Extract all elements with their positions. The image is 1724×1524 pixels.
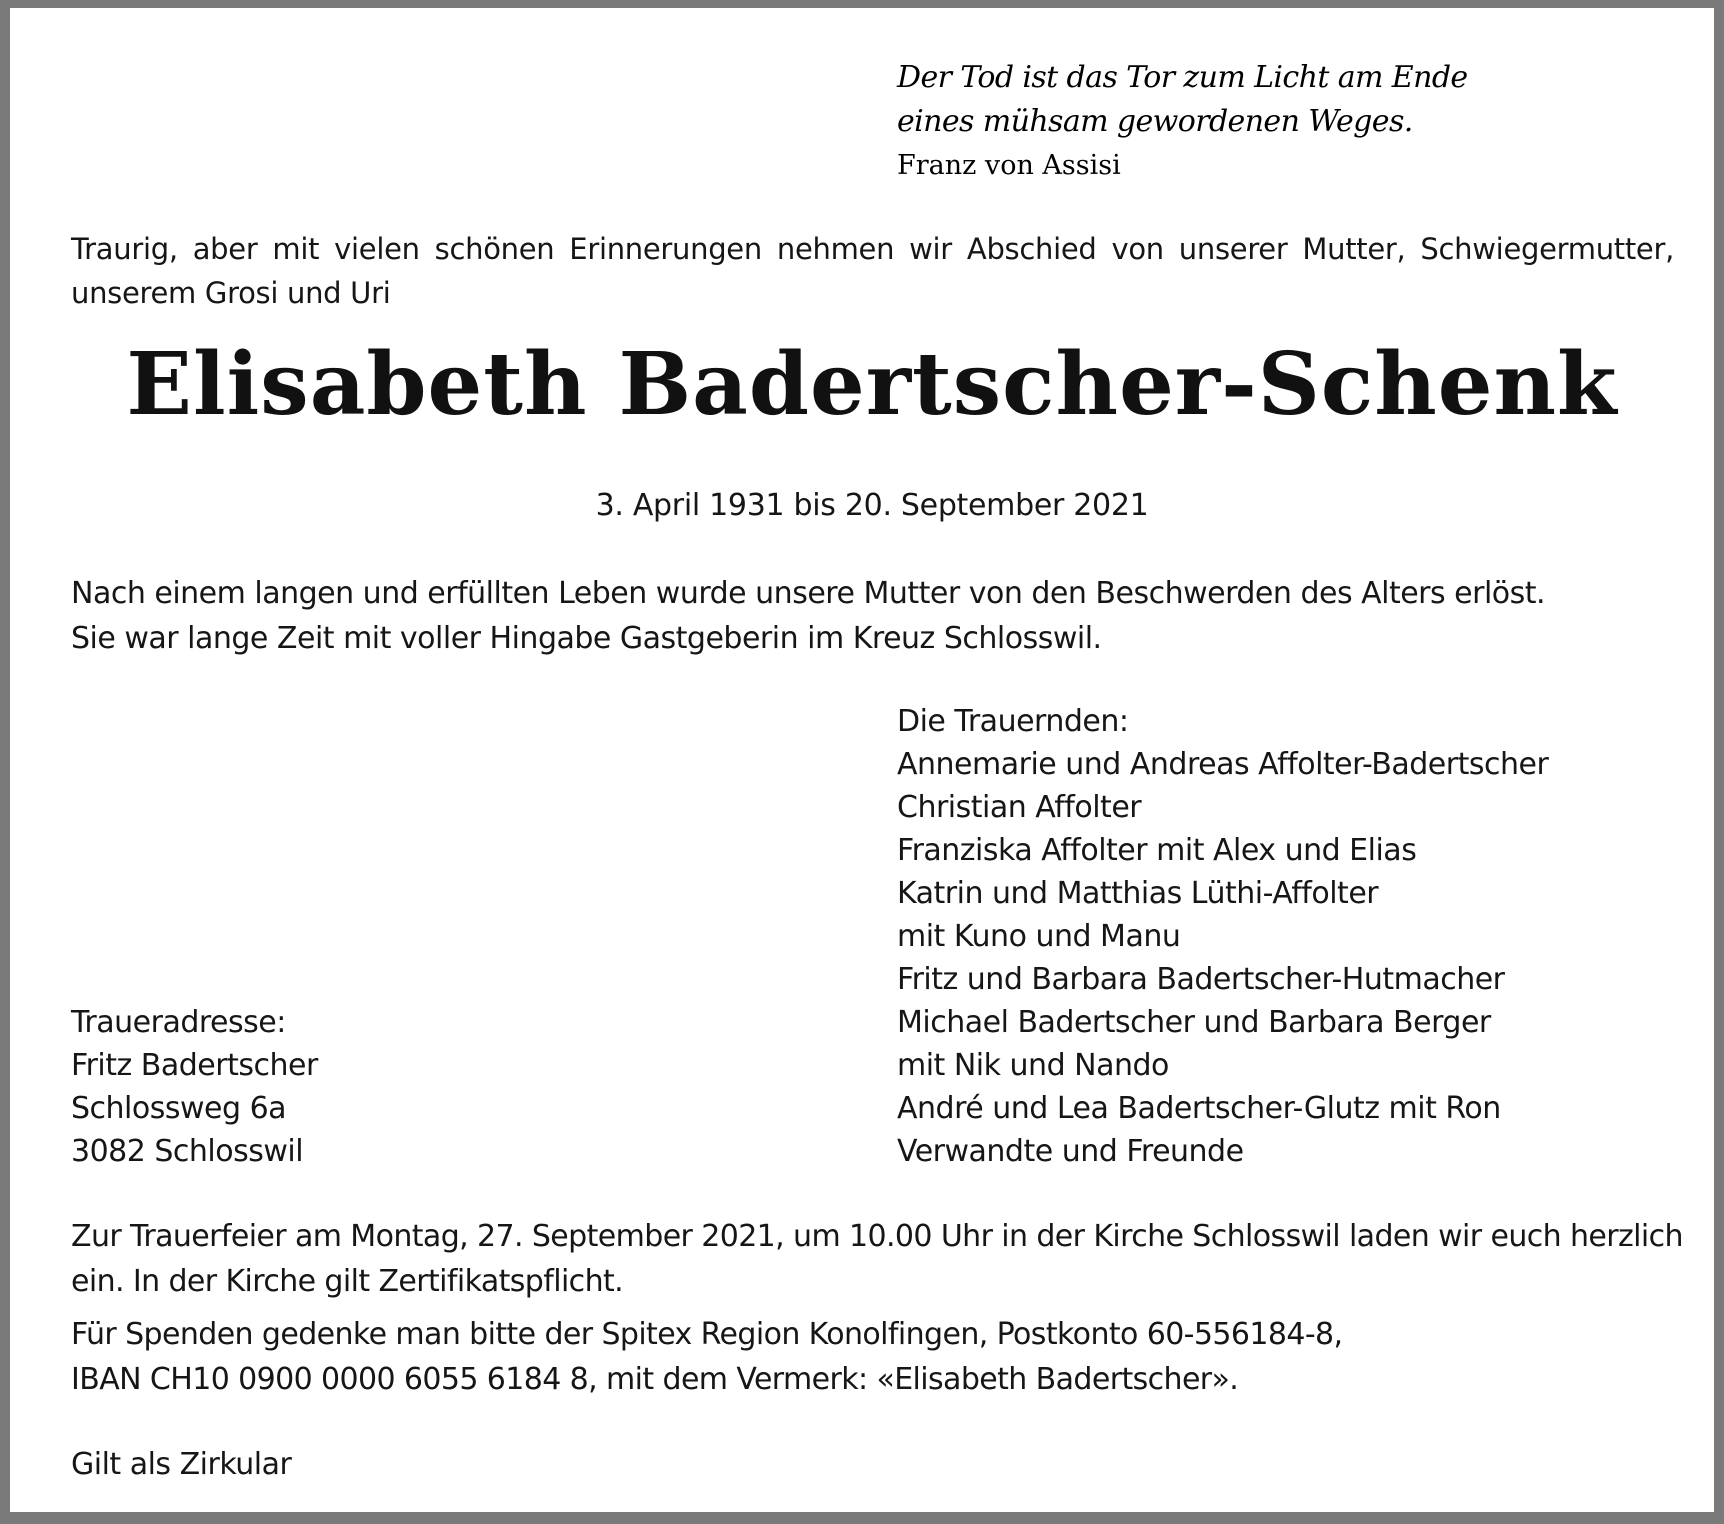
quote-author: Franz von Assisi [897, 150, 1121, 181]
mourner-entry: mit Nik und Nando [897, 1048, 1169, 1083]
life-dates: 3. April 1931 bis 20. September 2021 [595, 488, 1149, 523]
address-heading: Traueradresse: [71, 1005, 286, 1040]
donation-line: IBAN CH10 0900 0000 6055 6184 8, mit dem Vermerk: «Elisabeth Badertscher». [71, 1362, 1239, 1397]
epigraph-quote [897, 56, 1677, 186]
tribute-line: Nach einem langen und erfüllten Leben wurde unsere Mutter von den Beschwerden des Alters erlöst. [71, 576, 1546, 611]
quote-line: Der Tod ist das Tor zum Licht am Ende [897, 60, 1468, 95]
quote-line: eines mühsam gewordenen Weges. [897, 104, 1413, 139]
mourning-address [71, 1001, 671, 1173]
mourners-heading: Die Trauernden: [897, 704, 1129, 739]
ceremony-line: ein. In der Kirche gilt Zertifikatspflicht. [71, 1264, 624, 1299]
mourner-entry: André und Lea Badertscher-Glutz mit Ron [897, 1091, 1501, 1126]
mourner-entry: Franziska Affolter mit Alex und Elias [897, 833, 1417, 868]
donation-info [71, 1312, 1674, 1402]
mourner-entry: mit Kuno und Manu [897, 919, 1181, 954]
mourner-entry: Verwandte und Freunde [897, 1134, 1244, 1169]
mourner-entry: Katrin und Matthias Lüthi-Affolter [897, 876, 1379, 911]
donation-line: Für Spenden gedenke man bitte der Spitex Region Konolfingen, Postkonto 60-556184-8, [71, 1317, 1343, 1352]
tribute-text [71, 571, 1691, 661]
mourner-entry: Michael Badertscher und Barbara Berger [897, 1005, 1491, 1040]
ceremony-info [71, 1214, 1683, 1304]
address-line: Schlossweg 6a [71, 1091, 287, 1126]
mourner-entry: Annemarie und Andreas Affolter-Badertscher [897, 747, 1549, 782]
mourner-entry: Fritz und Barbara Badertscher-Hutmacher [897, 962, 1505, 997]
mourner-entry: Christian Affolter [897, 790, 1142, 825]
address-line: 3082 Schlosswil [71, 1134, 304, 1169]
ceremony-line: Zur Trauerfeier am Montag, 27. September 2021, um 10.00 Uhr in der Kirche Schlosswil laden wir euch herzlich [71, 1219, 1683, 1254]
mourners-list [897, 700, 1697, 1173]
address-line: Fritz Badertscher [71, 1048, 318, 1083]
deceased-name: Elisabeth Badertscher-Schenk [126, 334, 1618, 435]
tribute-line: Sie war lange Zeit mit voller Hingabe Gastgeberin im Kreuz Schlosswil. [71, 621, 1102, 656]
intro-text: Traurig, aber mit vielen schönen Erinnerungen nehmen wir Abschied von unserer Mutter, Schwiegermutter, unserem Grosi und Uri [71, 232, 1674, 310]
circular-note: Gilt als Zirkular [71, 1447, 292, 1482]
